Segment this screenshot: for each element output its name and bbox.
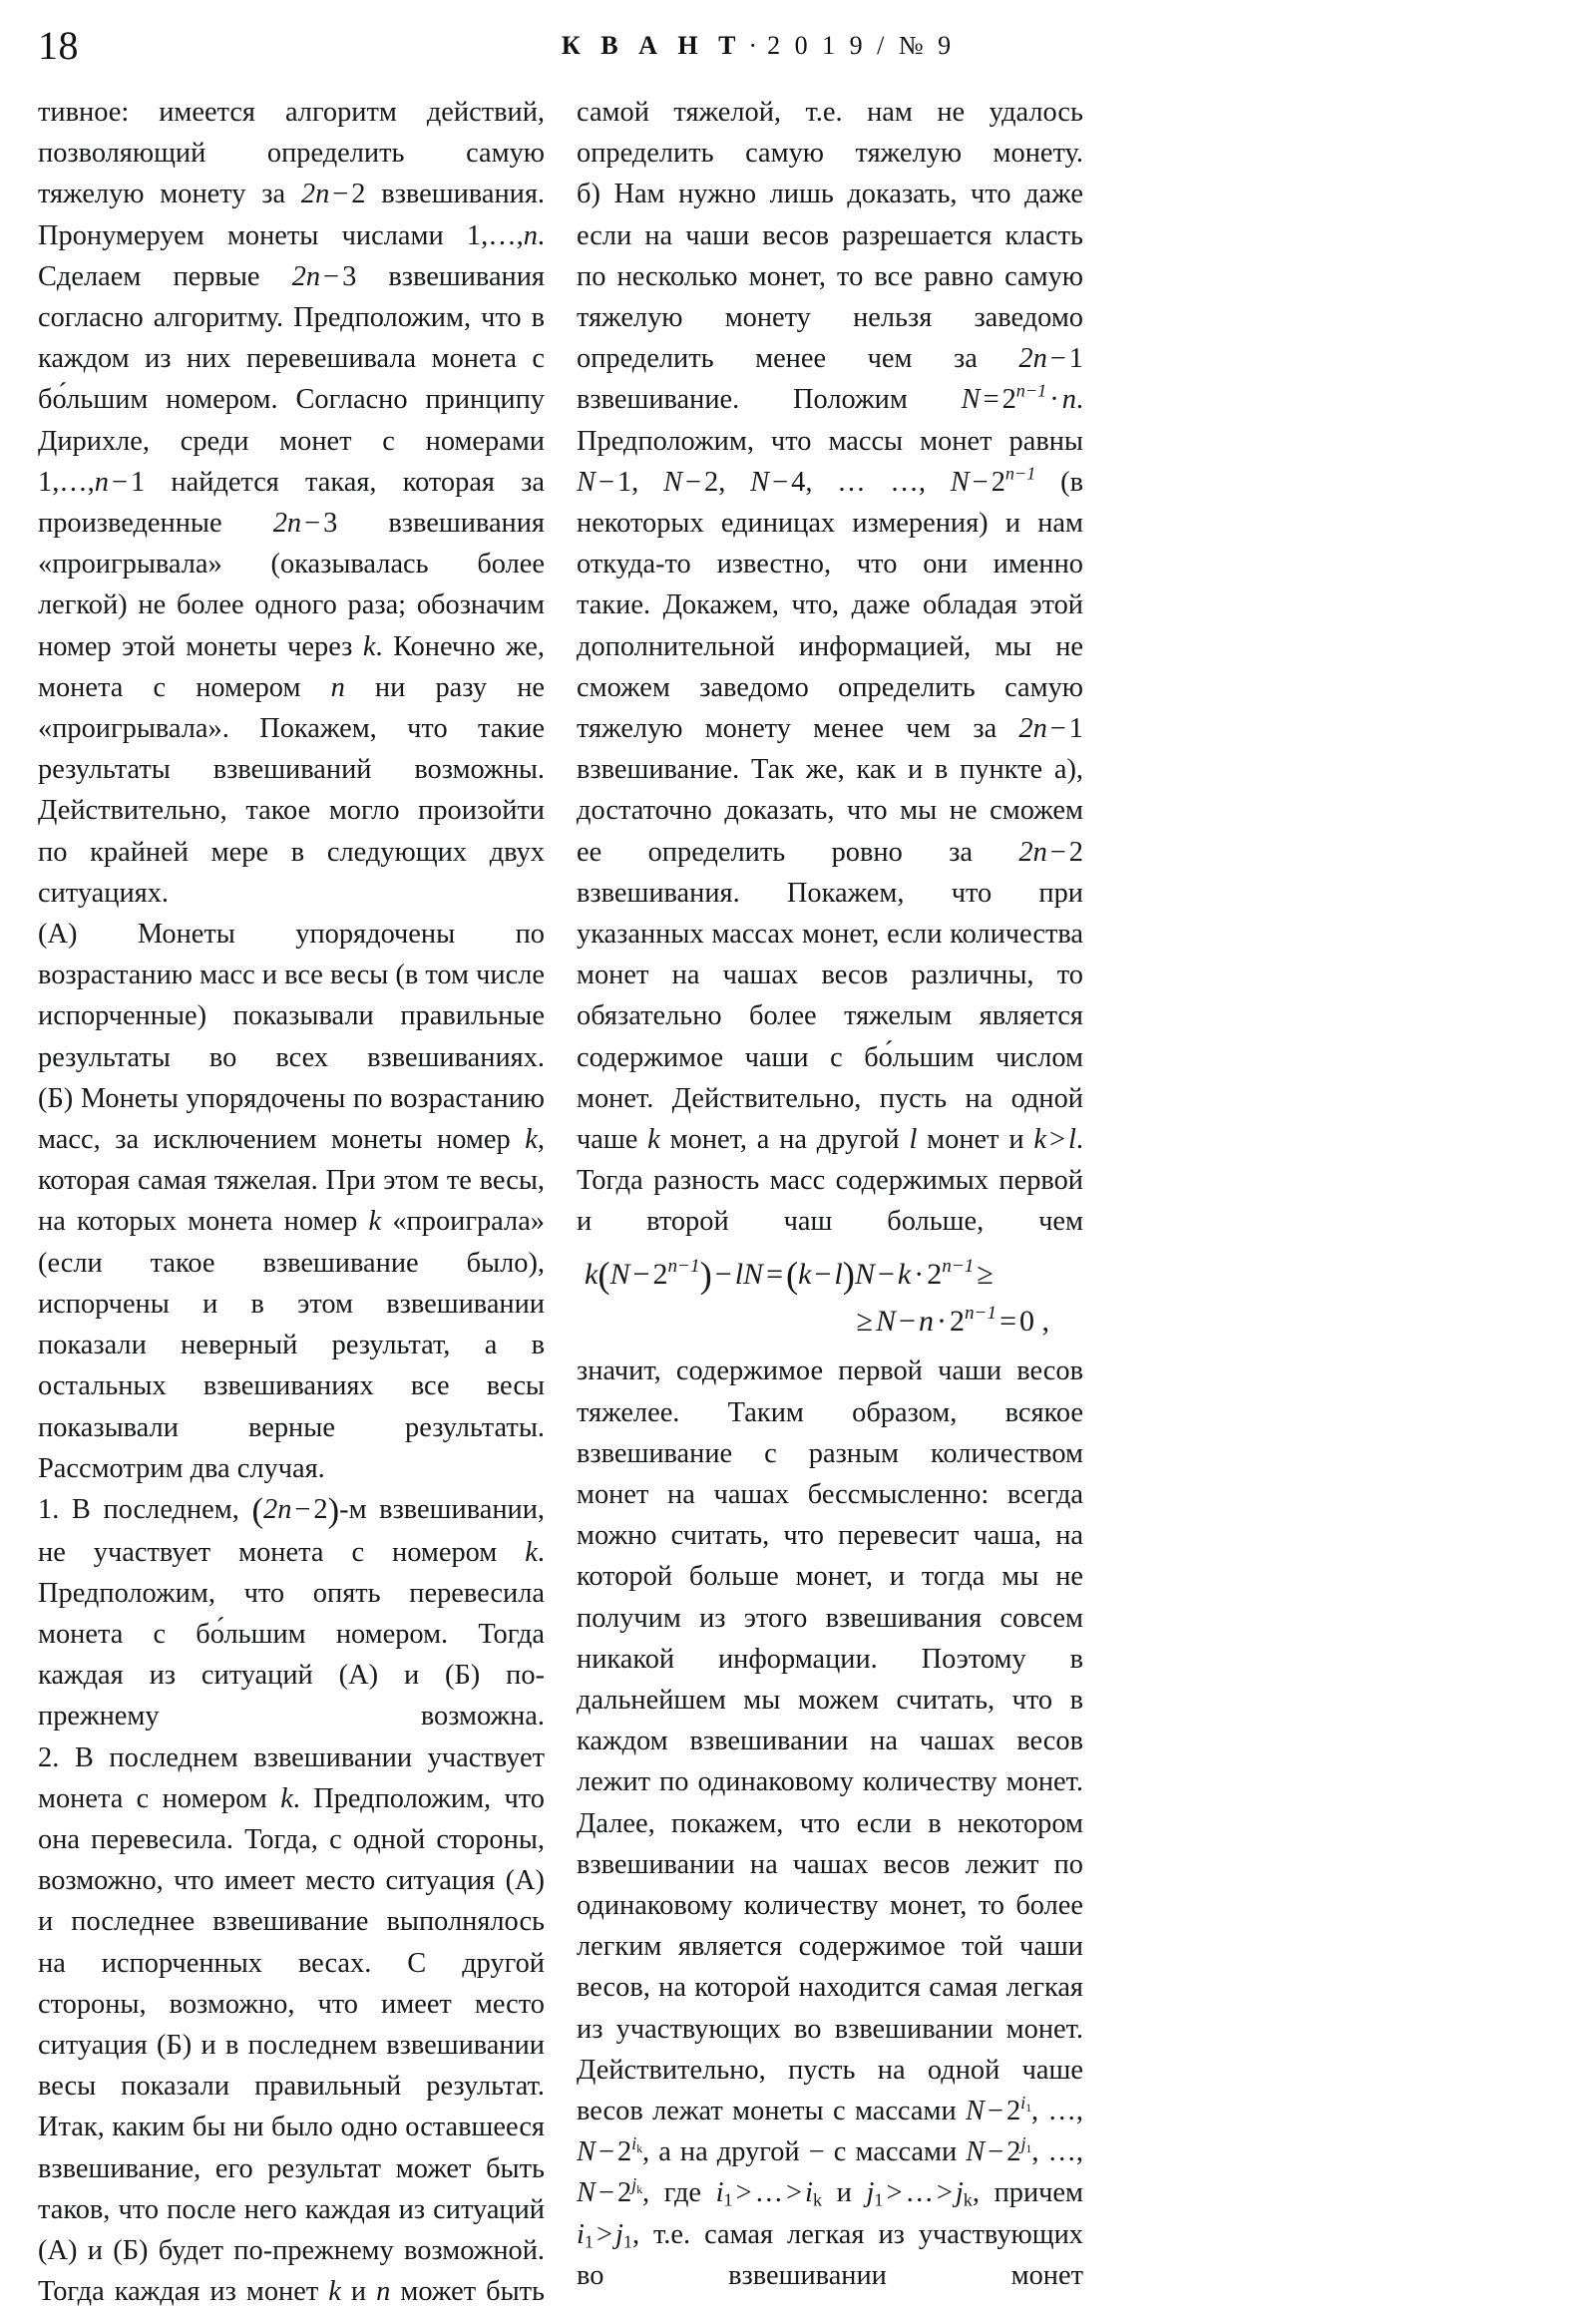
- running-head-center: [399, 26, 1117, 66]
- paragraph-body: Итак, каким бы ни было одно оставшееся взвешивание, его результат может быть таков, что после него каждая из ситуаций (А) и (Б) будет по-прежнему возможной. Тогда каждая из монет k и n может быть: [38, 2112, 546, 2308]
- inline-math: $j_1$ > … > $j_k$: [866, 2177, 973, 2210]
- inline-math: N − 4: [750, 466, 806, 498]
- display-equation: [577, 1251, 1083, 1346]
- inline-math: $N - 2^{j_k}$: [577, 2174, 643, 2209]
- paragraph-body: 2. В последнем взвешивании участвует монета с номером k. Предположим, что она перевесила. Тогда, с одной стороны, возможно, что имеет место ситуация (А) и последнее взвешивание выполнялось на испорченных весах. С другой стороны, возможно, что имеет место ситуация (Б) и в последнем взвешивании весы показали правильный результат.: [38, 1741, 546, 2103]
- inline-math: N − 2: [663, 466, 719, 498]
- paragraph-body: Пронумеруем монеты числами 1,…,n. Сделаем первые 2n − 3 взвешивания согласно алгоритму. Предположим, что в каждом из них перевешивала монета с бо́льшим номером. Согласно принципу Дирихле, среди монет с номерами 1,…,n − 1 найдется такая, которая за произведенные 2n − 3 взвешивания «проигрывала» (оказывалась более легкой) не более одного раза; обозначим номер этой монеты через k. Конечно же, монета с номером n ни разу не «проигрывала». Покажем, что такие результаты взвешиваний возможны. Действительно, такое могло произойти по крайней мере в следующих двух ситуациях.: [38, 219, 545, 909]
- inline-math: $i_1$ > … > $i_k$: [715, 2177, 823, 2210]
- inline-math: $N - 2^{n-1}$: [950, 463, 1036, 498]
- paragraph-body: (А) Монеты упорядочены по возрастанию масс и все весы (в том числе испорченные) показывали правильные результаты во всех взвешиваниях.: [38, 919, 545, 1073]
- right-text-column: [577, 92, 1083, 2296]
- inline-math: k: [647, 1124, 660, 1156]
- inline-math: $N - 2^{j_1}$: [966, 2132, 1032, 2168]
- left-text-column: [38, 92, 545, 2312]
- inline-math: $N = 2^{n-1} \cdot n$: [961, 381, 1076, 416]
- inline-math: N − 1: [577, 466, 632, 498]
- equation-line-2: ≥ $N - n \cdot 2^{n-1} = 0$ ,: [856, 1303, 1049, 1339]
- paragraph-body: Далее, покажем, что если в некотором взвешивании на чашах весов лежит по одинаковому количеству монет, то более легким является содержимое той чаши весов, на которой находится самая легкая из участвующих во взвешивании монет. Действительно, пусть на одной чаше весов лежат монеты с массами $N - 2^{i_1}$, …, $N - 2^{i_k}$, а на другой − с массами $N - 2^{j_1}$, …, $N - 2^{j_k}$, где $i_1$ > … > $i_k$ и $j_1$ > … > $j_k$, причем $i_1 > j_1$, т.е. самая легкая из участвующих во взвешивании монет: [577, 1807, 1084, 2291]
- inline-math: k > l: [1033, 1124, 1076, 1156]
- paragraph-body: тивное: имеется алгоритм действий, позволяющий определить самую тяжелую монету за 2n − 2 взвешивания.: [38, 97, 545, 210]
- inline-math: 1,…,n − 1: [38, 466, 146, 498]
- inline-math: 1,…,n: [466, 219, 538, 251]
- inline-math: k: [362, 630, 376, 662]
- issue-label: 2 0 1 9 / № 9: [767, 31, 956, 60]
- paragraph-body: Рассмотрим два случая.: [38, 1452, 325, 1484]
- inline-math: 2n − 2: [1018, 836, 1083, 868]
- inline-math: k: [368, 1206, 382, 1238]
- inline-math: k: [525, 1124, 538, 1156]
- inline-math: $N - 2^{i_k}$: [577, 2132, 643, 2168]
- inline-math: 2n − 1: [1018, 713, 1083, 745]
- page-number: 18: [38, 23, 79, 68]
- inline-math: k: [525, 1536, 538, 1568]
- paragraph-body: 1. В последнем, (2n − 2)-м взвешивании, не участвует монета с номером k. Предположим, что опять перевесила монета с бо́льшим номером. Тогда каждая из ситуаций (А) и (Б) по-прежнему возможна.: [38, 1491, 545, 1733]
- paragraph-body: б) Нам нужно лишь доказать, что даже если на чаши весов разрешается класть по несколько монет, то все равно самую тяжелую монету нельзя заведомо определить менее чем за 2n − 1 взвешивание. Положим $N = 2^{n-1} \cdot n$. Предположим, что массы монет равны N − 1, N − 2, N − 4, … …, $N - 2^{n-1}$ (в некоторых единицах измерения) и нам откуда-то известно, что они именно такие. Докажем, что, даже обладая этой дополнительной информацией, мы не сможем заведомо определить самую тяжелую монету менее чем за 2n − 1 взвешивание. Так же, как и в пункте а), достаточно доказать, что мы не сможем ее определить ровно за 2n − 2 взвешивания. Покажем, что при указанных массах монет, если количества монет на чашах весов различны, то обязательно более тяжелым является содержимое чаши с бо́льшим числом монет. Действительно, пусть на одной чаше k монет, а на другой l монет и k > l. Тогда разность масс содержимых первой и второй чаш больше, чем: [577, 179, 1083, 1238]
- inline-math: n: [330, 671, 345, 703]
- inline-math: 2n − 1: [1018, 343, 1083, 375]
- paragraph-body: (Б) Монеты упорядочены по возрастанию масс, за исключением монеты номер k, которая самая тяжелая. При этом те весы, на которых монета номер k «проиграла» (если такое взвешивание было), испорчены и в этом взвешивании показали неверный результат, а в остальных взвешиваниях все весы показывали верные результаты.: [38, 1082, 545, 1443]
- paragraph-body: самой тяжелой, т.е. нам не удалось определить самую тяжелую монету.: [577, 97, 1083, 170]
- inline-math: 2n − 3: [291, 260, 357, 292]
- inline-math: 2n − 3: [272, 508, 338, 540]
- equation-line-1: $k(N - 2^{n-1})$ − lN $=(k - l)N - k \cdot 2^{n-1}$ ≥: [585, 1254, 994, 1296]
- running-head: [0, 22, 1596, 70]
- inline-math: 2n − 2: [300, 179, 366, 210]
- inline-math: (2n − 2): [251, 1491, 340, 1530]
- inline-math: $i_1 > j_1$: [577, 2218, 632, 2252]
- inline-math: k: [328, 2276, 341, 2308]
- inline-math: l: [909, 1124, 918, 1156]
- paragraph-body: значит, содержимое первой чаши весов тяжелее. Таким образом, всякое взвешивание с разным количеством монет на чашах бессмысленно: всегда можно считать, что перевесит чаша, на которой больше монет, и тогда мы не получим из этого взвешивания совсем никакой информации. Поэтому в дальнейшем мы можем считать, что в каждом взвешивании на чашах весов лежит по одинаковому количеству монет.: [577, 1355, 1083, 1798]
- inline-math: n: [376, 2276, 391, 2308]
- inline-math: k: [280, 1782, 293, 1814]
- journal-title: К В А Н Т: [561, 31, 743, 60]
- head-separator: ·: [748, 31, 762, 60]
- inline-math: $N - 2^{i_1}$: [966, 2092, 1032, 2126]
